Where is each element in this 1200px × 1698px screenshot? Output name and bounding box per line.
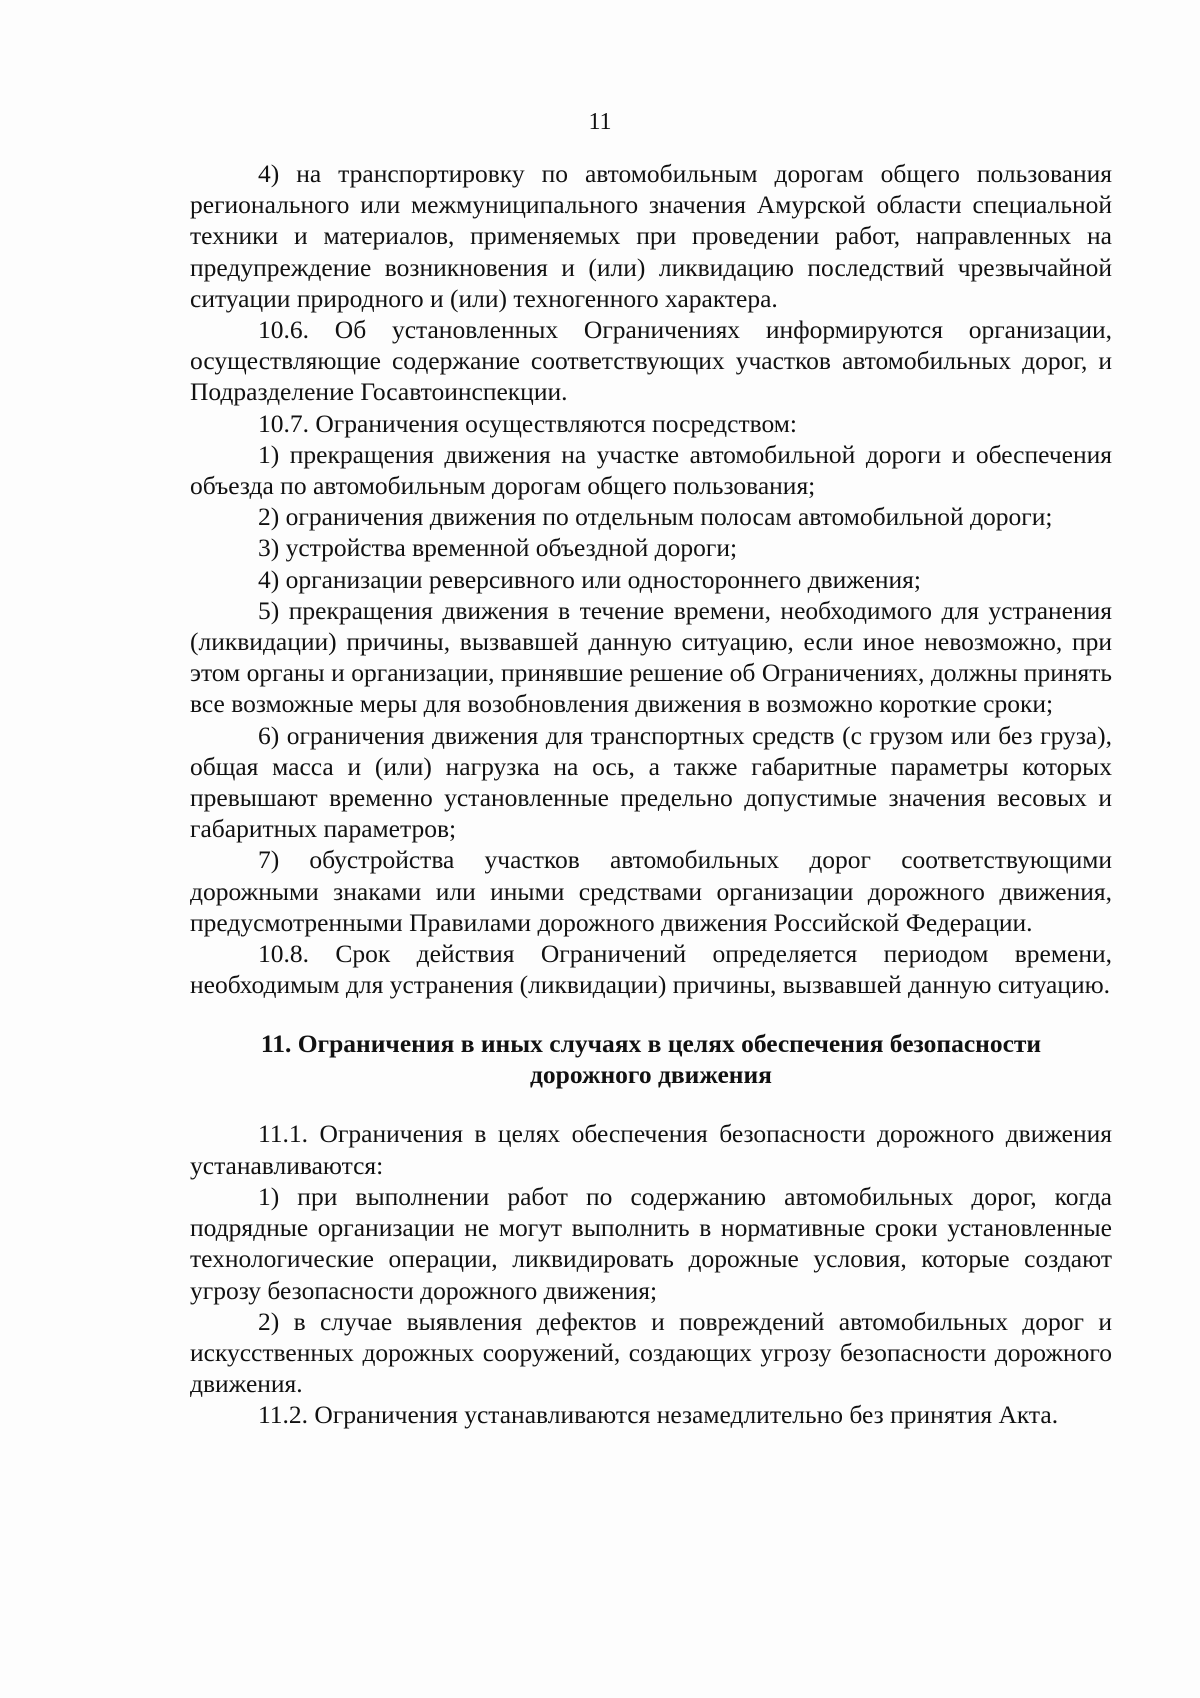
section-heading-line-2: дорожного движения [530, 1060, 772, 1090]
paragraph-10-8: 10.8. Срок действия Ограничений определяется периодом времени, необходимым для устранения (ликвидации) причины, вызвавшей данную ситуацию. [190, 939, 1112, 1000]
paragraph-10-7-item-4: 4) организации реверсивного или одностороннего движения; [258, 564, 921, 594]
paragraph-10-7-item-7: 7) обустройства участков автомобильных дорог соответствующими дорожными знаками или иными средствами организации дорожного движения, предусмотренными Правилами дорожного движения Российской Федерации. [190, 845, 1112, 937]
paragraph-10-7-item-5: 5) прекращения движения в течение времени, необходимого для устранения (ликвидации) причины, вызвавшей данную ситуацию, если иное невозможно, при этом органы и организации, принявшие решение об Ограничениях, должны принять все возможные меры для возобновления движения в возможно короткие сроки; [190, 595, 1112, 719]
page-number: 11 [588, 109, 612, 135]
paragraph-11-1-item-2: 2) в случае выявления дефектов и повреждений автомобильных дорог и искусственных дорожных сооружений, создающих угрозу безопасности дорожного движения. [190, 1306, 1112, 1399]
paragraph-10-7-item-6: 6) ограничения движения для транспортных средств (с грузом или без груза), общая масса и (или) нагрузка на ось, а также габаритные параметры которых превышают временно установленные предельно допустимые значения весовых и габаритных параметров; [190, 720, 1112, 844]
paragraph-10-6: 10.6. Об установленных Ограничениях информируются организации, осуществляющие содержание соответствующих участков автомобильных дорог, и Подразделение Госавтоинспекции. [190, 315, 1112, 407]
section-heading-line-1: 11. Ограничения в иных случаях в целях обеспечения безопасности [260, 1029, 1042, 1059]
document-body [190, 158, 1112, 1431]
paragraph-10-7-item-1: 1) прекращения движения на участке автомобильной дороги и обеспечения объезда по автомобильным дорогам общего пользования; [190, 439, 1112, 501]
paragraph-11-2: 11.2. Ограничения устанавливаются незамедлительно без принятия Акта. [258, 1400, 1059, 1430]
paragraph-11-1-item-1: 1) при выполнении работ по содержанию автомобильных дорог, когда подрядные организации не могут выполнить в нормативные сроки установленные технологические операции, ликвидировать дорожные условия, которые создают угрозу безопасности дорожного движения; [190, 1181, 1112, 1305]
paragraph-10-7-item-3: 3) устройства временной объездной дороги; [258, 533, 738, 563]
paragraph-10-5-item-4: 4) на транспортировку по автомобильным дорогам общего пользования регионального или межмуниципального значения Амурской области специальной техники и материалов, применяемых при проведении работ, направленных на предупреждение возникновения и (или) ликвидацию последствий чрезвычайной ситуации природного и (или) техногенного характера. [190, 159, 1112, 313]
section-heading [190, 1028, 1112, 1090]
paragraph-10-7: 10.7. Ограничения осуществляются посредством: [258, 408, 797, 438]
paragraph-10-7-item-2: 2) ограничения движения по отдельным полосам автомобильной дороги; [258, 502, 1053, 532]
paragraph-11-1: 11.1. Ограничения в целях обеспечения безопасности дорожного движения устанавливаются: [190, 1119, 1112, 1180]
